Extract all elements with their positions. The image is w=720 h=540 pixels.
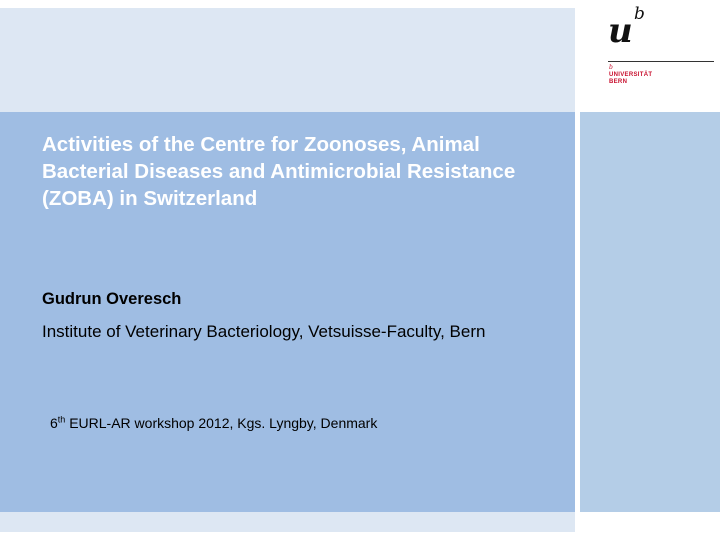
author-institute: Institute of Veterinary Bacteriology, Vetsuisse-Faculty, Bern [42,322,486,341]
logo-wordmark [609,72,652,86]
logo-b-glyph: b [634,4,645,24]
right-panel [580,112,720,512]
author-name: Gudrun Overesch [42,290,182,308]
workshop-text: EURL-AR workshop 2012, Kgs. Lyngby, Denmark [65,415,378,431]
logo-divider [608,61,714,62]
logo-small-b: b [609,64,613,71]
workshop-ordinal-suffix: th [57,414,66,425]
university-of-bern-logo [606,6,716,96]
logo-line-bern: BERN [609,79,628,85]
top-panel [0,8,575,112]
workshop-line [50,413,560,433]
workshop-ordinal-number: 6 [50,415,58,431]
bottom-panel [0,512,575,532]
slide-title: Activities of the Centre for Zoonoses, Animal Bacterial Diseases and Antimicrobial Resistance (ZOBA) in Switzerland [42,133,516,210]
logo-line-universitaet: UNIVERSITÄT [609,72,653,78]
logo-u-glyph: u [608,11,633,51]
